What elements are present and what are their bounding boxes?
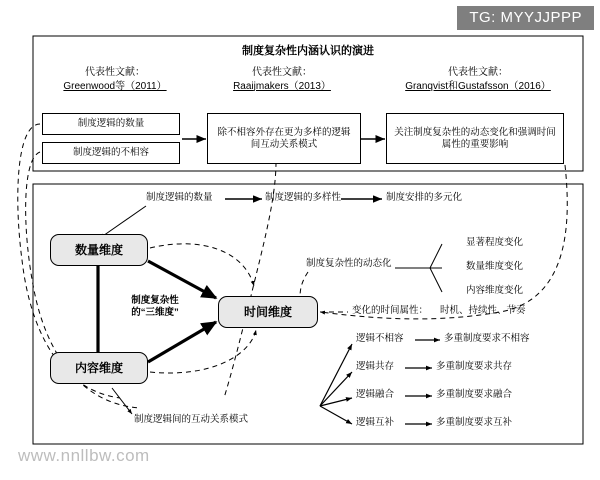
dynamic-item-2: 数量维度变化 [466,261,524,272]
interaction-pattern-label: 制度逻辑间的互动关系模式 [134,414,249,425]
literature-header-1 [40,66,190,93]
relation-right-3: 多重制度要求融合 [436,389,513,400]
concept-box-logic-count: 制度逻辑的数量 [42,113,180,135]
literature-label-3: 代表性文献： [448,67,508,78]
dynamic-label: 制度复杂性的动态化 [306,258,392,269]
concept-box-dynamics-time: 关注制度复杂性的动态变化和强调时间属性的重要影响 [386,113,564,164]
literature-header-2 [202,66,362,93]
three-dimension-label-line2: 的“三维度” [131,307,179,319]
literature-source-1: Greenwood等（2011） [63,80,167,92]
relation-left-1: 逻辑不相容 [356,333,404,344]
concept-box-interaction-patterns: 除不相容外存在更为多样的逻辑间互动关系模式 [207,113,361,164]
three-dimension-label-line1: 制度复杂性 [131,295,179,306]
time-attribute-label: 变化的时间属性： [352,305,429,316]
relation-right-1: 多重制度要求不相容 [444,333,530,344]
literature-source-3: Granqvist和Gustafsson（2016） [405,80,551,92]
relation-right-4: 多重制度要求互补 [436,417,513,428]
time-attribute-items: 时机、持续性、节奏 [440,305,526,316]
relation-left-2: 逻辑共存 [356,361,395,372]
dynamic-item-1: 显著程度变化 [466,237,524,248]
dimension-box-content: 内容维度 [50,352,148,384]
concept-box-logic-incompatibility: 制度逻辑的不相容 [42,142,180,164]
relation-left-4: 逻辑互补 [356,417,395,428]
relation-left-3: 逻辑融合 [356,389,395,400]
watermark-telegram: TG: MYYJJPPP [457,6,594,30]
literature-label-1: 代表性文献： [85,67,145,78]
relation-right-2: 多重制度要求共存 [436,361,513,372]
watermark-url: www.nnllbw.com [18,446,150,465]
three-dimension-label [100,295,210,320]
figure-title: 制度复杂性内涵认识的演进 [242,45,374,57]
literature-label-2: 代表性文献： [252,67,312,78]
chain-item-3: 制度安排的多元化 [386,192,463,203]
literature-header-3 [380,66,576,93]
chain-item-1: 制度逻辑的数量 [146,192,213,203]
dynamic-item-3: 内容维度变化 [466,285,524,296]
chain-item-2: 制度逻辑的多样性 [265,192,342,203]
literature-source-2: Raaijmakers（2013） [233,80,331,92]
dimension-box-time: 时间维度 [218,296,318,328]
dimension-box-quantity: 数量维度 [50,234,148,266]
